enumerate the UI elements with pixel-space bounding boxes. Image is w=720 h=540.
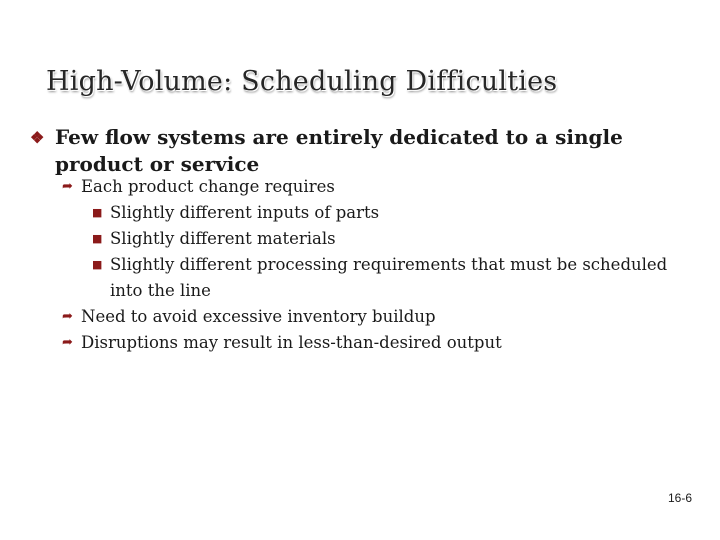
bullet-subsub-1 xyxy=(30,200,670,226)
bullet-sub-3 xyxy=(30,330,670,356)
bullet-subsub-2-text: Slightly different materials xyxy=(110,229,336,248)
bullet-sub-3-text: Disruptions may result in less-than-desired output xyxy=(81,333,502,352)
square-bullet-icon: ■ xyxy=(92,206,103,219)
bullet-subsub-3 xyxy=(30,252,670,304)
bullet-sub-1-text: Each product change requires xyxy=(81,177,335,196)
bullet-main-text: Few flow systems are entirely dedicated to a single product or service xyxy=(55,125,623,176)
bullet-subsub-1-text: Slightly different inputs of parts xyxy=(110,203,380,222)
bullet-main xyxy=(30,124,670,178)
bullet-sub-1 xyxy=(30,174,670,200)
curved-arrow-icon: ➦ xyxy=(62,335,73,350)
curved-arrow-icon: ➦ xyxy=(62,179,73,194)
square-bullet-icon: ■ xyxy=(92,232,103,245)
curved-arrow-icon: ➦ xyxy=(62,309,73,324)
bullet-subsub-3-text: Slightly different processing requirements that must be scheduled into the line xyxy=(110,255,668,300)
diamond-checkmark-icon: ❖ xyxy=(30,128,45,147)
slide-title: High-Volume: Scheduling Difficulties xyxy=(46,66,558,97)
bullet-sub-2 xyxy=(30,304,670,330)
bullet-subsub-2 xyxy=(30,226,670,252)
page-number: 16-6 xyxy=(667,491,692,505)
square-bullet-icon: ■ xyxy=(92,258,103,271)
bullet-sub-2-text: Need to avoid excessive inventory buildup xyxy=(81,307,436,326)
slide-content xyxy=(30,124,670,356)
